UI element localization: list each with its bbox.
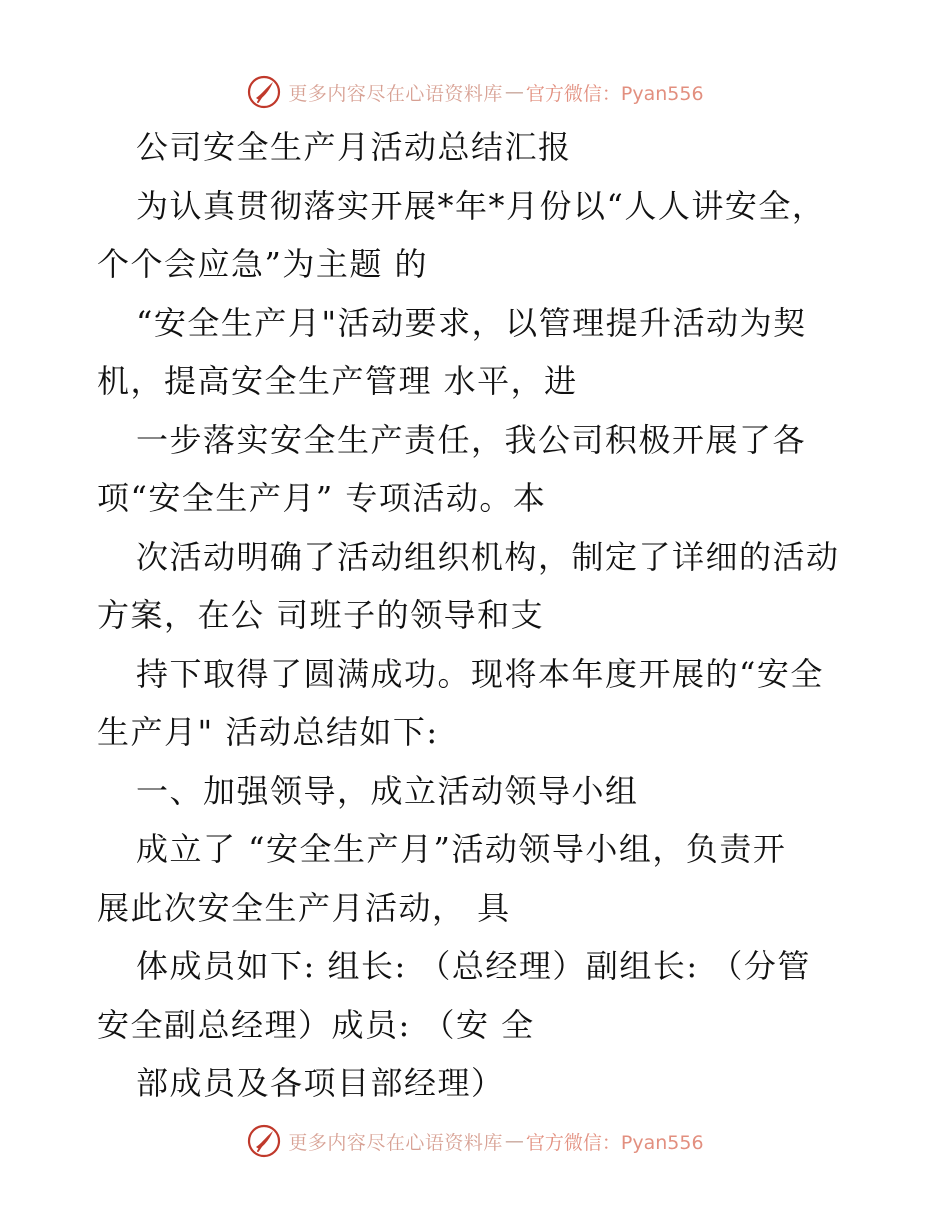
paragraph-line: 持下取得了圆满成功。现将本年度开展的“安全: [136, 654, 824, 693]
paragraph-line: 机，提高安全生产管理 水平，进: [97, 362, 578, 400]
banner-dash: —: [504, 81, 524, 103]
wechat-label: 官方微信：Pyan556: [525, 82, 704, 105]
paragraph-line: 生产月" 活动总结如下:: [97, 713, 439, 751]
paragraph-line: 次活动明确了活动组织机构，制定了详细的活动: [136, 537, 840, 576]
banner-dash: —: [504, 1130, 524, 1152]
paragraph-line: 体成员如下: 组长: （总经理）副组长: （分管: [136, 947, 811, 985]
document-title: 公司安全生产月活动总结汇报: [136, 128, 572, 166]
paragraph-line: 展此次安全生产月活动， 具: [97, 888, 511, 927]
paragraph-line: 个个会应急”为主题 的: [97, 245, 429, 283]
paragraph-line: 成立了 “安全生产月”活动领导小组，负责开: [136, 830, 787, 868]
paragraph-line: 部成员及各项目部经理）: [136, 1064, 505, 1102]
quill-logo-icon: [246, 74, 282, 110]
promo-text: 更多内容尽在心语资料库: [288, 82, 503, 105]
paragraph-line: 一步落实安全生产责任，我公司积极开展了各: [136, 420, 807, 459]
footer-watermark-banner: [0, 1121, 950, 1161]
quill-logo-icon: [246, 1123, 282, 1159]
wechat-label: 官方微信：Pyan556: [525, 1131, 704, 1154]
document-body: [97, 118, 857, 1113]
promo-text: 更多内容尽在心语资料库: [288, 1131, 503, 1154]
paragraph-line: 为认真贯彻落实开展*年*月份以“人人讲安全，: [136, 186, 826, 225]
paragraph-line: 方案，在公 司班子的领导和支: [97, 596, 545, 634]
paragraph-line: 项“安全生产月” 专项活动。本: [97, 479, 547, 517]
section-heading: 一、加强领导，成立活动领导小组: [136, 771, 639, 810]
header-watermark-banner: [0, 72, 950, 112]
paragraph-line: “安全生产月"活动要求，以管理提升活动为契: [136, 303, 807, 342]
paragraph-line: 安全副总经理）成员: （安 全: [97, 1005, 535, 1044]
